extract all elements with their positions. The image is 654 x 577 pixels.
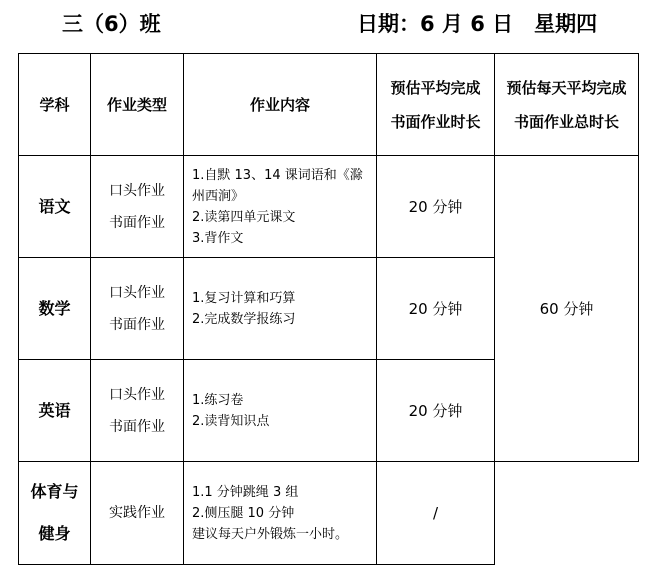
type-cell [91, 258, 184, 360]
type-cell [91, 156, 184, 258]
content-item: 建议每天户外锻炼一小时。 [192, 526, 349, 542]
time-cell: 20 分钟 [377, 360, 495, 462]
table-header-row [19, 54, 639, 156]
content-item: 1.1 分钟跳绳 3 组 [192, 484, 299, 500]
content-item: 2.读背知识点 [192, 413, 270, 429]
content-item: 3.背作文 [192, 230, 244, 246]
date-title: 日期：6 月 6 日 星期四 [357, 12, 598, 36]
content-item: 1.自默 13、14 课词语和《滁州西涧》 [192, 167, 363, 204]
subject-cell: 英语 [19, 360, 91, 462]
content-item: 2.完成数学报练习 [192, 311, 296, 327]
homework-table [18, 53, 639, 565]
header-daily-total [495, 54, 639, 156]
content-item: 2.读第四单元课文 [192, 209, 296, 225]
header-avg-time [377, 54, 495, 156]
subject-cell [19, 462, 91, 565]
type-item: 口头作业 [109, 386, 165, 403]
table-row [19, 462, 639, 565]
header-subject: 学科 [19, 54, 91, 156]
type-item: 书面作业 [109, 418, 165, 435]
content-cell [184, 462, 377, 565]
header-avg-time-line2: 书面作业时长 [390, 112, 481, 131]
header-daily-total-line1: 预估每天平均完成 [506, 78, 627, 97]
type-item: 书面作业 [109, 316, 165, 333]
type-item: 口头作业 [109, 284, 165, 301]
content-cell [184, 156, 377, 258]
type-cell [91, 360, 184, 462]
daily-total-cell: 60 分钟 [495, 156, 639, 462]
type-item: 口头作业 [109, 182, 165, 199]
subject-line: 体育与 [30, 482, 79, 501]
subject-cell: 数学 [19, 258, 91, 360]
time-cell: 20 分钟 [377, 156, 495, 258]
content-cell [184, 258, 377, 360]
table-row [19, 156, 639, 258]
subject-cell: 语文 [19, 156, 91, 258]
content-cell [184, 360, 377, 462]
subject-line: 健身 [38, 524, 71, 543]
type-cell [91, 462, 184, 565]
type-item: 实践作业 [109, 505, 165, 521]
time-cell: 20 分钟 [377, 258, 495, 360]
content-item: 1.复习计算和巧算 [192, 290, 296, 306]
header-avg-time-line1: 预估平均完成 [390, 78, 481, 97]
class-title: 三（6）班 [62, 12, 161, 36]
content-item: 2.侧压腿 10 分钟 [192, 505, 295, 521]
header [0, 0, 654, 50]
header-content: 作业内容 [184, 54, 377, 156]
type-item: 书面作业 [109, 214, 165, 231]
time-cell: / [377, 462, 495, 565]
header-type: 作业类型 [91, 54, 184, 156]
header-daily-total-line2: 书面作业总时长 [513, 112, 619, 131]
content-item: 1.练习卷 [192, 392, 244, 408]
